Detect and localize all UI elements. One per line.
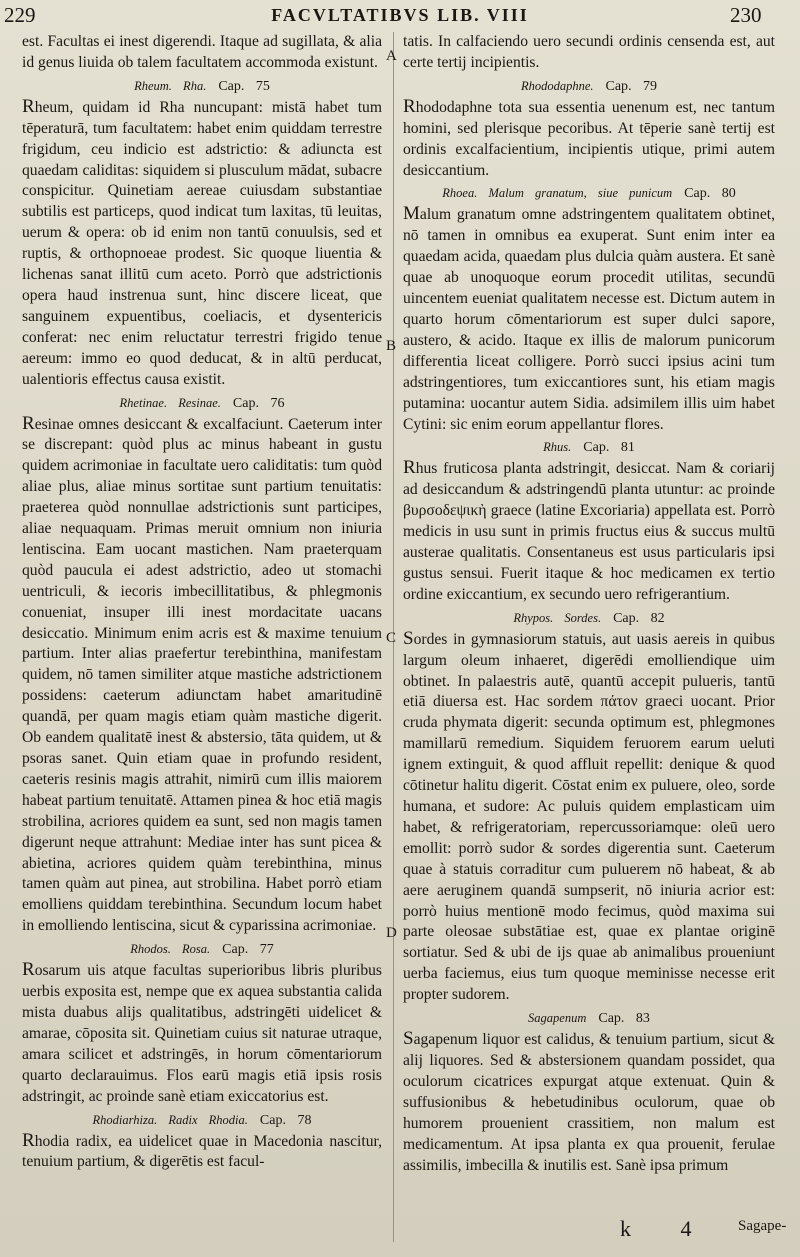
chapter-number: Cap. 76 — [232, 395, 285, 411]
entry-heading — [403, 78, 775, 95]
right-entry — [403, 439, 775, 605]
right-entry — [403, 78, 775, 182]
entry-title: Rhodiarhiza. Radix Rhodia. — [92, 1112, 248, 1127]
entry-paragraph: Rhodia radix, ea uidelicet quae in Macedonia nascitur, tenuium partium, & digerētis est facul- — [22, 1129, 382, 1171]
entry-heading — [403, 185, 775, 202]
entry-paragraph: est. Facultas ei inest digerendi. Itaque ad sugillata, & alia id genus liuida ob talem facultatem accommoda existunt. — [22, 33, 382, 71]
entry-paragraph: Rhododaphne tota sua essentia uenenum est, nec tantum homini, sed plerisque pecoribus. At tēperie sanè tertij est ordinis excalfacientium, incipientis utique, primi autem desiccantium. — [403, 95, 775, 179]
entry-paragraph: Rhus fruticosa planta adstringit, desiccat. Nam & coriarij ad desiccandum & adstringendū planta utuntur: ac proinde βυρσοδεψικὴ graece (latine Excoriaria) appellata est. Porrò medicis in usu sunt in primis fructus eius & succus multū austerae qualitatis. Consentaneus est usus particularis ipsi gustus sensui. Fuerit itaque & hoc medicamen ex tertio ordine exiccantium, ex secundo uero refrigerantium. — [403, 457, 775, 603]
entry-heading — [403, 1010, 775, 1027]
right-entry — [403, 610, 775, 1006]
entry-title: Rhetinae. Resinae. — [119, 395, 221, 410]
entry-title: Rhoea. Malum granatum, siue punicum — [442, 186, 673, 201]
entry-paragraph: Malum granatum omne adstringentem qualitatem obtinet, nō tamen in omnibus ea exuperat. Sunt enim inter ea quaedam acida, quaedam plus dulcia quàm austera. Et sanè quae ab unoquoque eorum procedit utilitas, secundū uincentem eueniat qualitatem necesse est. Dictum autem in quarto horum cōmentariorum est super dulci sapore, austero, & acido. Itaque ex illis de malorum punicorum differentia liceat colligere. Porrò succi ipsius acini tum adstringentiores, tum exiccantiores sunt, his etiam magis putamina: uocantur autem Sidia. adsimilem illis uim habet Cytini: sic enim eorum appellantur flores. — [403, 203, 775, 433]
entry-heading — [22, 941, 382, 958]
chapter-number: Cap. 78 — [259, 1112, 312, 1128]
chapter-number: Cap. 81 — [583, 440, 635, 456]
chapter-number: Cap. 75 — [218, 78, 270, 94]
entry-title: Rhus. — [543, 440, 572, 455]
entry-paragraph: tatis. In calfaciendo uero secundi ordinis censenda est, aut certe tertij incipientis. — [403, 33, 775, 71]
chapter-number: Cap. 80 — [684, 186, 736, 202]
right-entry — [403, 185, 775, 435]
chapter-number: Cap. 79 — [605, 78, 658, 94]
left-entry — [22, 78, 382, 391]
right-entry — [403, 32, 775, 74]
left-entry — [22, 395, 382, 938]
chapter-number: Cap. 83 — [598, 1011, 650, 1027]
entry-title: Rhodos. Rosa. — [130, 942, 211, 957]
entry-title: Sagapenum — [528, 1011, 587, 1026]
left-page-number: 229 — [4, 3, 36, 27]
right-entry — [403, 1010, 775, 1176]
left-column — [22, 32, 382, 1237]
left-entry — [22, 941, 382, 1107]
entry-paragraph: Sordes in gymnasiorum statuis, aut uasis aereis in quibus largum oleum inhaeret, digerēdi emolliendique uim obtinet. In palaestris autē, quantū accepit pulueris, tantū etiā diuersa est. Hac sordem πάτον graeci uocant. Prior cruda phymata digerit: secunda optimum est, phlegmones mamillarū remedium. Siquidem feruorem earum ueluti ignem extinguit, & quod affluit repellit: denique & quod cōtinetur halitu digerit. Cōstat enim ex puluere, oleo, sorde humana, et sudore: Ac puluis quidem emplasticam uim habet, & refrigeratoriam, repercussoriamque: oleū uero emollit: porrò sudor & sordes digerentia sunt. Caeterum quae à statuis corraditur cum puluerem nō habeat, & ab aere aeruginem quandā sumpserit, nō iniuria acrior est: porrò huius mentionē modo fecimus, quòd maxima sui parte oleosae substātiae est, quae ex plantae originē sortiatur. Sed & ubi de ijs quae ab animalibus proueniunt uerba faciemus, eius tum quoque meminisse necesse erit propter sudorem. — [403, 627, 775, 1004]
entry-heading — [22, 1112, 382, 1129]
right-column — [403, 32, 775, 1237]
entry-title: Rheum. Rha. — [134, 78, 207, 93]
entry-heading — [22, 395, 382, 412]
signature-mark: k 4 — [620, 1216, 714, 1241]
margin-letter-d: D — [386, 925, 397, 941]
left-entry — [22, 1112, 382, 1174]
entry-paragraph: Rosarum uis atque facultas superioribus libris pluribus uerbis exposita est, nempe que ex aquea substantia calida mista duabus alijs qualitatibus, adstringēti uidelicet & amarae, cōposita sit. Quinetiam cuius sit naturae utraque, amara scilicet et adstringēs, in horum cōmentariorum quarto declarauimus. Flos earū magis etiā ipsis rosis adstringit, ac proinde sanè etiam exiccatorius est. — [22, 959, 382, 1105]
catchword: Sagape- — [738, 1218, 787, 1234]
entry-heading — [403, 610, 775, 627]
entry-paragraph: Resinae omnes desiccant & excalfaciunt. Caeterum inter se discrepant: quòd plus ac minus habeant in gustu quidem acrimoniae in facultate uero caliditatis: tum quòd aliae plus, aliae minus sortitae sunt partium tenuitatis: praeterea quòd nonnullae adstrictionis sunt participes, aliae nequaquam. Primas meruit omnium non iniuria lentiscina. Eam uocant mastichen. Nam praeterquam quòd paucula ei adest adstrictio, adeo ut stomachi uentriculi, & iecoris imbecillitatibus, & phlegmonis conueniat, insuper illi inest mordacitate uacans desiccatio. Minimum enim acris est & maxime tenuium partium. Inter alias praefertur terebinthina, manifestam quidem, nō tamen similiter atque mastiche adstrictionem possidens: caeterum adiunctam habet amaritudinē quandā, per quam magis etiam quàm mastiche digerit. Ob eandem qualitatē inest & abstersio, tāta quidem, ut & psoras sanet. Quin etiam quae in profundo resident, caeteris resinis magis attrahit, nimirū cum illis maiorem habeat partium tenuitatē. Attamen pinea & hoc etiā magis strobilina, acriores quidem ea sunt, sed non magis tamen digerunt neque attrahunt: Mediae inter has sunt picea & abietina, acriores quidem quàm terebinthina, minus tamen quàm aut pinea, aut strobilina. Habet porrò etiam emolliens quiddam terebinthina. Secundum locum habet in emolliendo lentiscina, sicut & cyparissina acrimoniae. — [22, 412, 382, 935]
entry-title: Rhypos. Sordes. — [513, 610, 602, 625]
entry-heading — [403, 439, 775, 456]
entry-heading — [22, 78, 382, 95]
margin-letter-b: B — [386, 338, 397, 354]
entry-title: Rhododaphne. — [520, 78, 594, 93]
chapter-number: Cap. 77 — [222, 942, 274, 958]
margin-letter-a: A — [386, 48, 397, 64]
right-page-number: 230 — [730, 3, 762, 27]
chapter-number: Cap. 82 — [613, 610, 665, 626]
page-header — [0, 0, 800, 30]
entry-paragraph: Rheum, quidam id Rha nuncupant: mistā habet tum tēperaturā, tum facultatem: habet enim quiddam terrestre frigidum, ceu indicio est adstrictio: & adiuncta est quaedam caliditas: siquidem si plusculum mādat, subacre conspicitur. Quinetiam aereae cuiusdam substantiae subtilis est particeps, quod indicat tum laxitas, tū leuitas, uerum & opera: ob id enim non tantū conuulsis, sed et ruptis, & orthopnoeae prodest. Sic quoque liuentia & lichenas sanat illitū cum aceto. Porrò que adstrictionis opera haud instrenua sunt, hinc discere liceat, que sanguinem expuentibus, coeliacis, et dysentericis conferat: nec enim reluctatur terrestri frigido tenue aereum: immo eo quod deducat, & in altū perducat, ualentioris effectus causa existit. — [22, 95, 382, 388]
left-entry — [22, 32, 382, 74]
running-head: FACVLTATIBVS LIB. VIII — [271, 5, 529, 25]
margin-letter-c: C — [386, 630, 397, 646]
entry-paragraph: Sagapenum liquor est calidus, & tenuium partium, sicut & alij liquores. Sed & abstersionem quandam possidet, qua oculorum cicatrices expurgat atque extenuat. Quin & suffusionibus & hebetudinibus oculorum, quae ob humorem prouenient crassitiem, non malum est medicamentum. At ipsa planta ex qua prouenit, ferulae assimilis, imbecilla & inutilis est. Sanè ipsa primum — [403, 1028, 775, 1174]
